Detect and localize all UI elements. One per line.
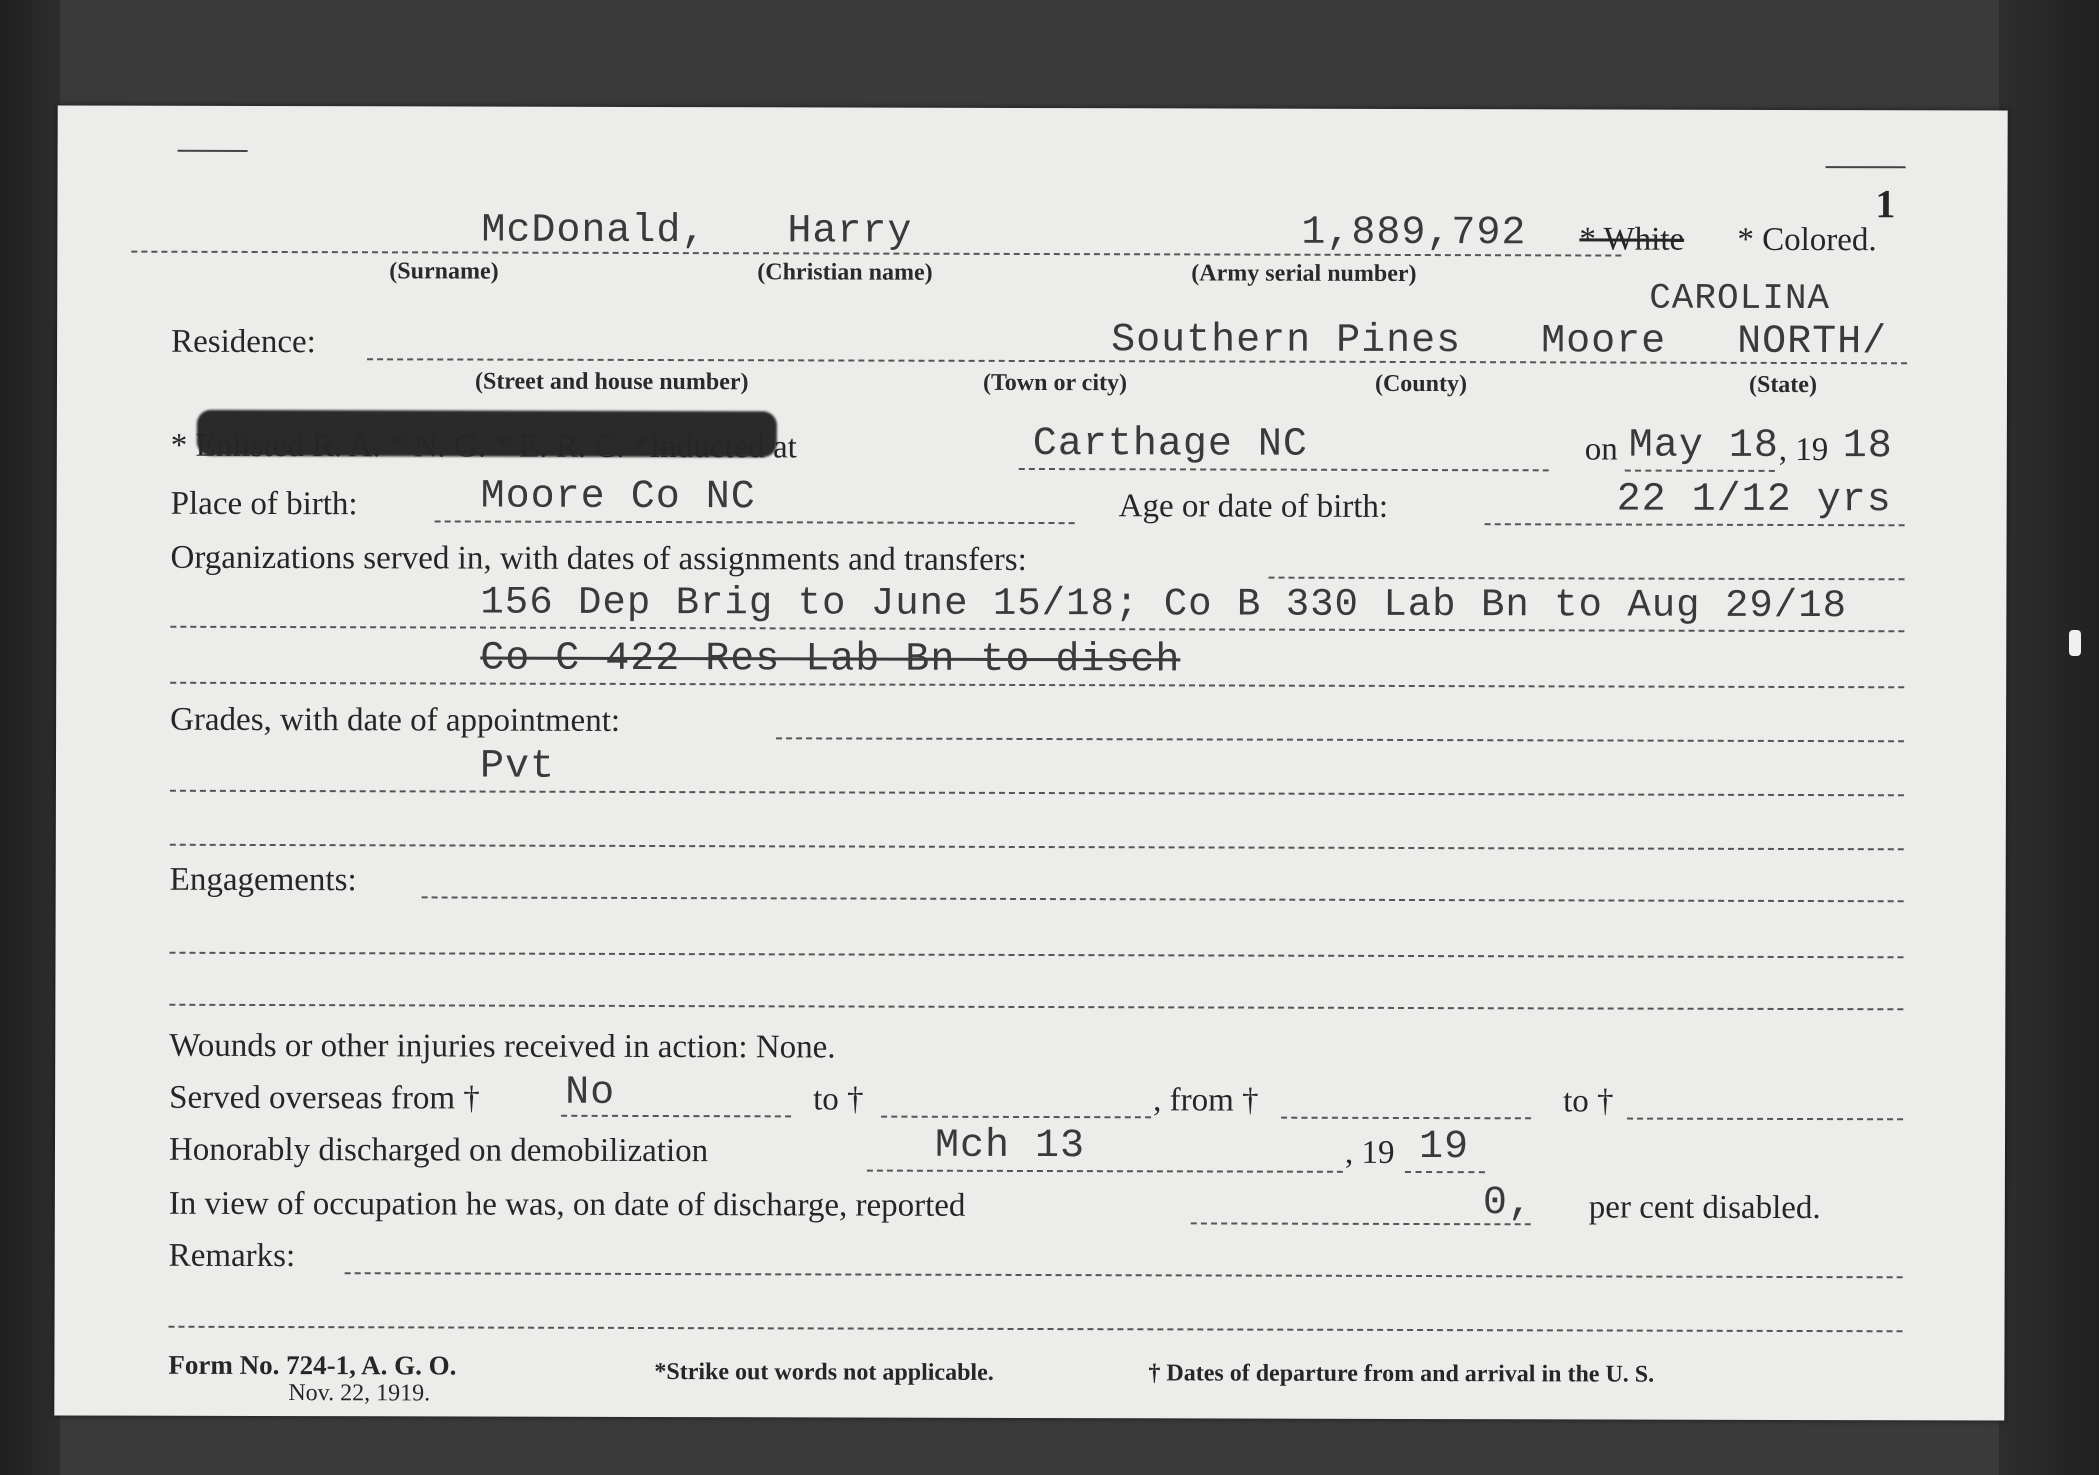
discharge-year-prefix: , 19 (1344, 1134, 1395, 1171)
overseas-to2-line (1627, 1118, 1903, 1121)
remarks-line-1 (169, 1326, 1903, 1333)
age-label: Age or date of birth: (1118, 488, 1389, 525)
discharge-year-value: 19 (1418, 1125, 1470, 1171)
residence-state-value: NORTH/ (1737, 319, 1888, 366)
place-of-birth-line (435, 520, 1075, 524)
footnote-strike-out: *Strike out words not applicable. (654, 1359, 994, 1386)
christian-name-caption: (Christian name) (757, 259, 933, 286)
residence-town-value: Southern Pines (1111, 318, 1462, 365)
disability-value: 0, (1482, 1181, 1533, 1227)
grades-line-2 (170, 844, 1904, 851)
discharge-date-line (867, 1170, 1343, 1173)
footnote-dates: † Dates of departure from and arrival in the U. S. (1148, 1360, 1655, 1388)
race-white-option: * White (1579, 221, 1685, 258)
age-line (1485, 523, 1905, 526)
induction-on-label: on (1584, 431, 1618, 468)
wounds-label: Wounds or other injuries received in action: None. (169, 1027, 836, 1066)
county-caption: (County) (1374, 370, 1468, 398)
overseas-to2-label: to † (1563, 1083, 1614, 1120)
inducted-place-line (1019, 468, 1549, 471)
overseas-from-value: No (565, 1070, 616, 1116)
overseas-label: Served overseas from † (169, 1079, 480, 1117)
form-number: Form No. 724-1, A. G. O. (168, 1349, 457, 1381)
residence-label: Residence: (171, 323, 316, 361)
organizations-value-1: 156 Dep Brig to June 15/18; Co B 330 Lab Bn to Aug 29/18 (480, 580, 1848, 629)
street-caption: (Street and house number) (474, 368, 749, 396)
surname-caption: (Surname) (389, 258, 499, 285)
organizations-label: Organizations served in, with dates of assignments and transfers: (170, 539, 1027, 578)
place-of-birth-value: Moore Co NC (480, 474, 756, 521)
induction-year-value: 18 (1842, 424, 1893, 470)
scanner-background-left (0, 0, 60, 1475)
overseas-to-line (881, 1116, 1151, 1119)
engagements-line-1 (169, 952, 1903, 959)
overseas-to-label: to † (813, 1081, 864, 1118)
enlistment-label: * Enlisted R. A. * N. G. * E. R. C. *Inducted at (170, 427, 797, 466)
state-caption: (State) (1748, 371, 1817, 399)
grades-label: Grades, with date of appointment: (170, 701, 621, 739)
serial-number-caption: (Army serial number) (1191, 260, 1417, 288)
christian-name-value: Harry (787, 209, 913, 255)
race-colored-option: * Colored. (1737, 221, 1877, 259)
scan-artifact (2069, 630, 2081, 656)
service-record-card (54, 105, 2007, 1420)
grades-value: Pvt (479, 744, 556, 790)
serial-number-value: 1,889,792 (1301, 210, 1527, 257)
place-of-birth-label: Place of birth: (170, 485, 358, 523)
remarks-label: Remarks: (168, 1237, 296, 1275)
engagements-line-2 (169, 1004, 1903, 1011)
organizations-line-0 (1268, 577, 1904, 581)
discharge-year-line (1405, 1171, 1485, 1173)
card-number: 1 (1875, 181, 1896, 227)
grades-line-1 (170, 790, 1904, 797)
overseas-from2-label: , from † (1153, 1082, 1259, 1119)
induction-date-value: May 18 (1628, 423, 1779, 469)
grades-line-0 (776, 737, 1904, 742)
disability-label: In view of occupation he was, on date of discharge, reported (168, 1185, 966, 1224)
state-value-continued: CAROLINA (1649, 277, 1831, 320)
organizations-value-2: Co C 422 Res Lab Bn to disch (480, 636, 1181, 684)
engagements-line-0 (422, 896, 1904, 902)
town-caption: (Town or city) (982, 369, 1128, 397)
form-date: Nov. 22, 1919. (288, 1380, 431, 1407)
surname-value: McDonald, (481, 208, 707, 255)
overseas-from2-line (1281, 1117, 1531, 1120)
disability-suffix: per cent disabled. (1588, 1189, 1821, 1227)
top-left-rule (178, 150, 248, 152)
disability-line (1191, 1222, 1531, 1225)
scanner-background-right (1999, 0, 2099, 1475)
engagements-label: Engagements: (169, 861, 357, 899)
inducted-place-value: Carthage NC (1032, 422, 1308, 468)
induction-year-prefix: , 19 (1778, 431, 1829, 469)
discharge-date-value: Mch 13 (934, 1123, 1086, 1170)
top-right-rule (1826, 166, 1906, 168)
residence-county-value: Moore (1541, 319, 1667, 365)
induction-date-line (1625, 470, 1775, 472)
age-value: 22 1/12 yrs (1616, 477, 1892, 524)
remarks-line-0 (345, 1272, 1903, 1278)
discharge-label: Honorably discharged on demobilization (168, 1131, 709, 1170)
